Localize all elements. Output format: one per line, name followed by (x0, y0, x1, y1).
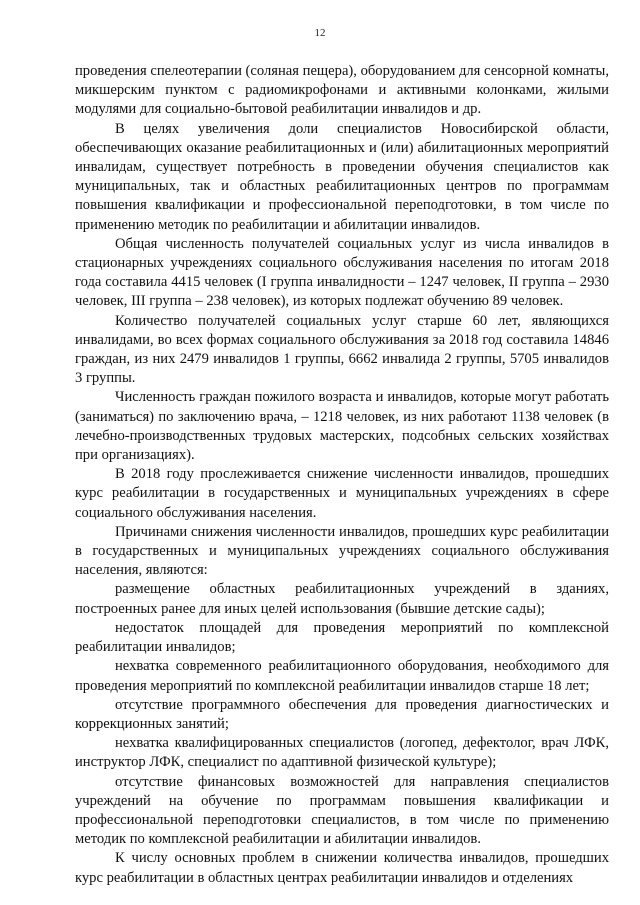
list-item-space-shortage: недостаток площадей для проведения мероприятий по комплексной реабилитации инвалидов; (75, 619, 609, 656)
paragraph-recipients-over-60: Количество получателей социальных услуг старше 60 лет, являющихся инвалидами, во всех формах социального обслуживания за 2018 год составила 14846 граждан, из них 2479 инвалидов 1 группы, 6662 инвалида 2 группы, 5705 инвалидов 3 группы. (75, 312, 609, 387)
paragraph-stationary-recipients: Общая численность получателей социальных услуг из числа инвалидов в стационарных учреждениях социального обслуживания населения по итогам 2018 года составила 4415 человек (I группа инвалидности – 1247 человек, II группа – 2930 человек, III группа – 238 человек), из которых подлежат обучению 89 человек. (75, 235, 609, 310)
paragraph-equipment-continuation: проведения спелеотерапии (соляная пещера), оборудованием для сенсорной комнаты, микшерским пунктом с радиомикрофонами и активными колонками, жилыми модулями для социально-бытовой реабилитации инвалидов и др. (75, 63, 609, 118)
list-item-funding: отсутствие финансовых возможностей для направления специалистов учреждений на обучение по программам повышения квалификации и профессиональной переподготовки специалистов, в том числе по применению методик по комплексной реабилитации и абилитации инвалидов. (75, 773, 609, 848)
list-item-software: отсутствие программного обеспечения для проведения диагностических и коррекционных занятий; (75, 696, 609, 732)
paragraph-rehabilitation-decline: В 2018 году прослеживается снижение численности инвалидов, прошедших курс реабилитации в государственных и муниципальных учреждениях в сфере социального обслуживания населения. (75, 466, 609, 521)
list-item-specialists-shortage: нехватка квалифицированных специалистов (логопед, дефектолог, врач ЛФК, инструктор ЛФК, специалист по адаптивной физической культуре); (75, 735, 609, 771)
paragraph-able-to-work: Численность граждан пожилого возраста и инвалидов, которые могут работать (заниматься) по заключению врача, – 1218 человек, из них работают 1138 человек (в лечебно-производственных трудовых мастерских, подсобных сельских хозяйствах при организациях). (75, 389, 609, 464)
body-text (75, 62, 609, 888)
paragraph-decline-reasons-intro: Причинами снижения численности инвалидов, прошедших курс реабилитации в государственных и муниципальных учреждениях социального обслуживания населения, являются: (75, 523, 609, 579)
list-item-equipment-shortage: нехватка современного реабилитационного оборудования, необходимого для проведения мероприятий по комплексной реабилитации инвалидов старше 18 лет; (75, 658, 609, 694)
list-item-buildings: размещение областных реабилитационных учреждений в зданиях, построенных ранее для иных целей использования (бывшие детские сады); (75, 581, 609, 617)
page-number: 12 (314, 27, 326, 39)
paragraph-main-problems: К числу основных проблем в снижении количества инвалидов, прошедших курс реабилитации в областных центрах реабилитации инвалидов и отделениях (75, 850, 609, 886)
paragraph-specialist-training: В целях увеличения доли специалистов Новосибирской области, обеспечивающих оказание реабилитационных и (или) абилитационных мероприятий инвалидам, существует потребность в проведении обучения специалистов как муниципальных, так и областных реабилитационных центров по программам повышения квалификации и профессиональной переподготовки, в том числе по применению методик по реабилитации и абилитации инвалидов. (75, 120, 609, 233)
